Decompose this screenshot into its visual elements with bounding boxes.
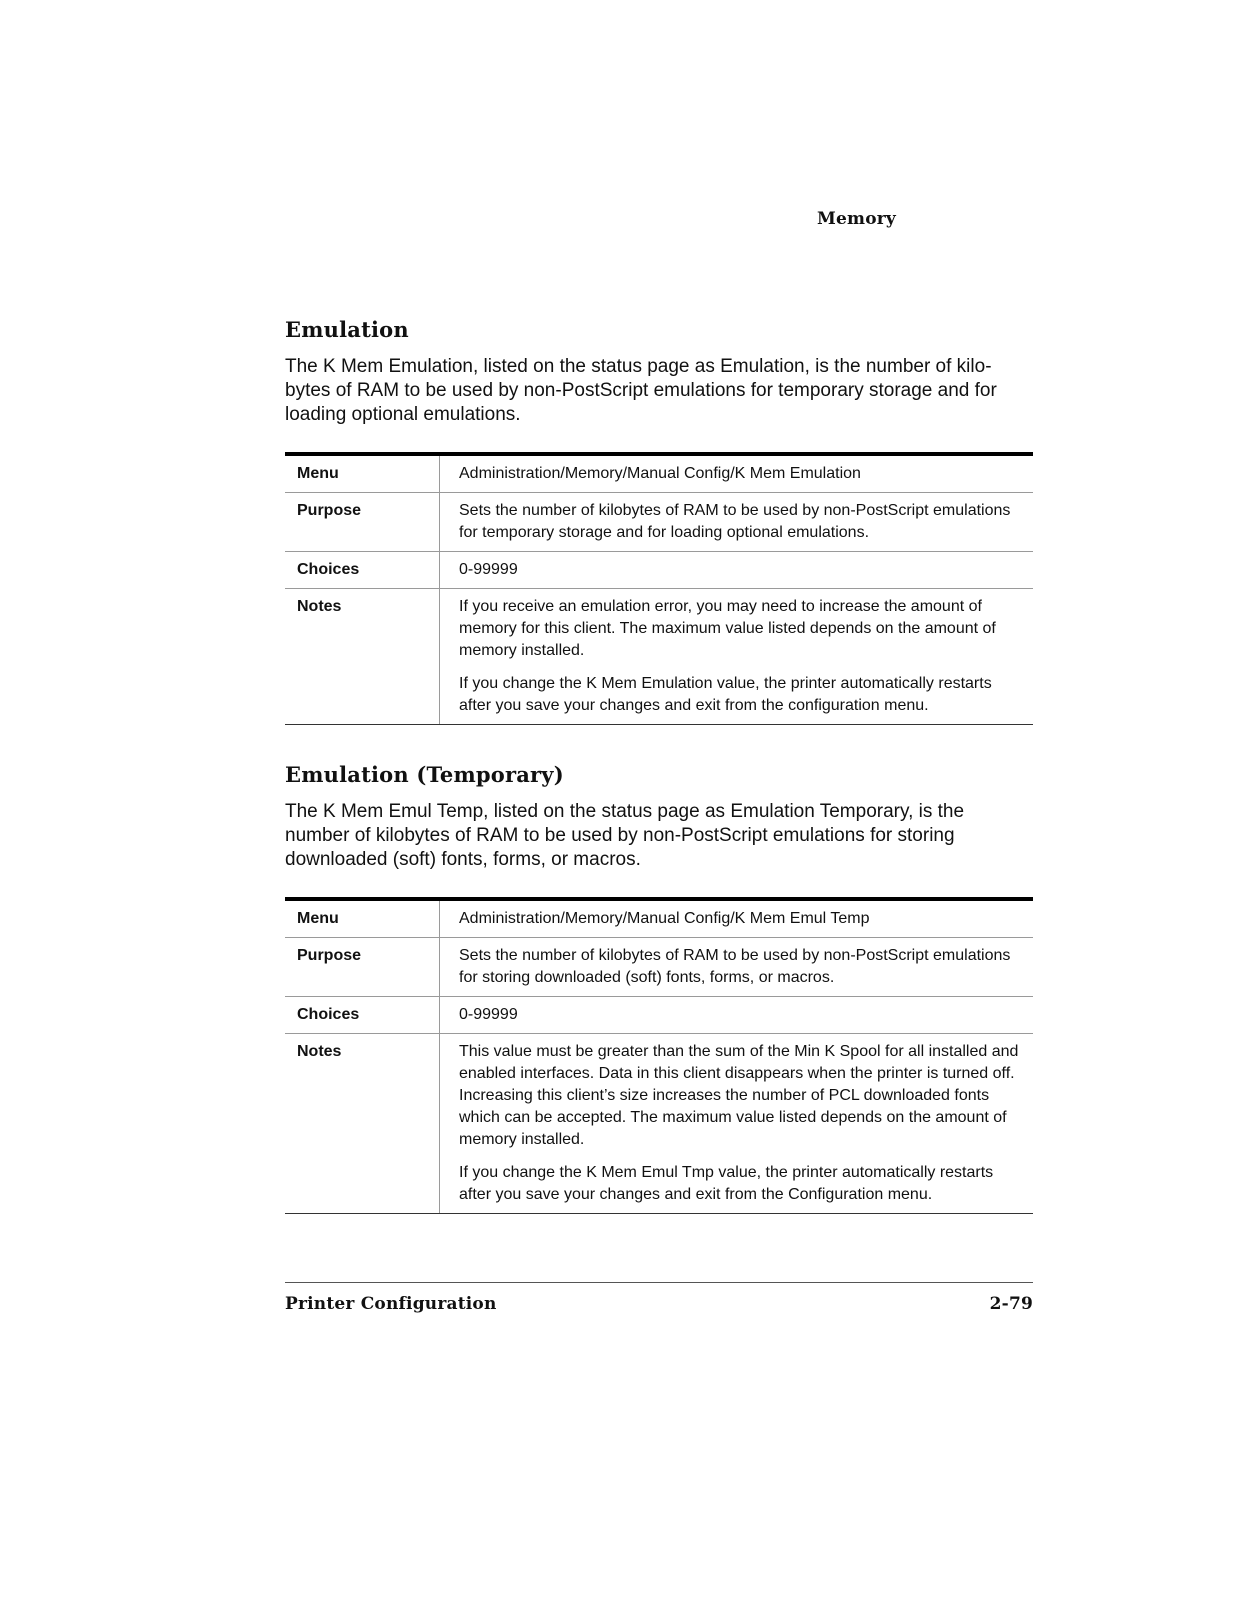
row-value: Administration/Memory/Manual Config/K Mem Emulation [440,454,1034,493]
table-row-notes [285,589,1033,725]
table-row-purpose [285,493,1033,552]
row-value [440,589,1034,725]
row-value: 0-99999 [440,552,1034,589]
table-row-choices [285,552,1033,589]
section-intro: The K Mem Emul Temp, listed on the status page as Emulation Temporary, is the number of kilobytes of RAM to be used by non-PostScript emulations for storing downloaded (soft) fonts, forms, or macros. [285,801,965,870]
notes-paragraph: This value must be greater than the sum of the Min K Spool for all installed and enabled interfaces. Data in this client disappears when the printer is turned off. Increasing this client’s size increases the number of PCL downloaded fonts which can be accepted. The maximum value listed depends on the amount of memory installed. [459,1043,1019,1148]
section-title: Emulation [285,317,409,342]
row-value: Sets the number of kilobytes of RAM to be used by non-PostScript emulations for temporary storage and for loading optional emulations. [440,493,1034,552]
notes-paragraph: If you change the K Mem Emul Tmp value, the printer automatically restarts after you save your changes and exit from the Configuration menu. [459,1164,994,1203]
running-header: Memory [817,209,896,229]
row-label: Choices [285,552,440,589]
row-label: Menu [285,454,440,493]
table-row-menu [285,454,1033,493]
table-row-menu [285,899,1033,938]
parameter-table [285,897,1033,1214]
section-emulation [285,317,1033,725]
footer-page-number: 2-79 [989,1294,1033,1314]
row-value: Administration/Memory/Manual Config/K Mem Emul Temp [440,899,1034,938]
row-label: Purpose [285,493,440,552]
parameter-table [285,452,1033,725]
table-row-choices [285,997,1033,1034]
table-row-purpose [285,938,1033,997]
row-value: Sets the number of kilobytes of RAM to be used by non-PostScript emulations for storing downloaded (soft) fonts, forms, or macros. [440,938,1034,997]
row-label: Menu [285,899,440,938]
table-row-notes [285,1034,1033,1214]
row-label: Choices [285,997,440,1034]
row-label: Notes [285,589,440,725]
row-value: 0-99999 [440,997,1034,1034]
notes-paragraph: If you change the K Mem Emulation value, the printer automatically restarts after you save your changes and exit from the configuration menu. [459,675,992,714]
footer-chapter-title: Printer Configuration [285,1294,497,1314]
section-intro: The K Mem Emulation, listed on the status page as Emulation, is the number of kilo-bytes of RAM to be used by non-PostScript emulations for temporary storage and for loading optional emulations. [285,356,997,425]
row-label: Purpose [285,938,440,997]
section-title: Emulation (Temporary) [285,762,564,787]
row-value [440,1034,1034,1214]
row-label: Notes [285,1034,440,1214]
footer-divider [285,1282,1033,1283]
notes-paragraph: If you receive an emulation error, you may need to increase the amount of memory for this client. The maximum value listed depends on the amount of memory installed. [459,598,996,659]
section-emulation-temporary [285,762,1033,1214]
